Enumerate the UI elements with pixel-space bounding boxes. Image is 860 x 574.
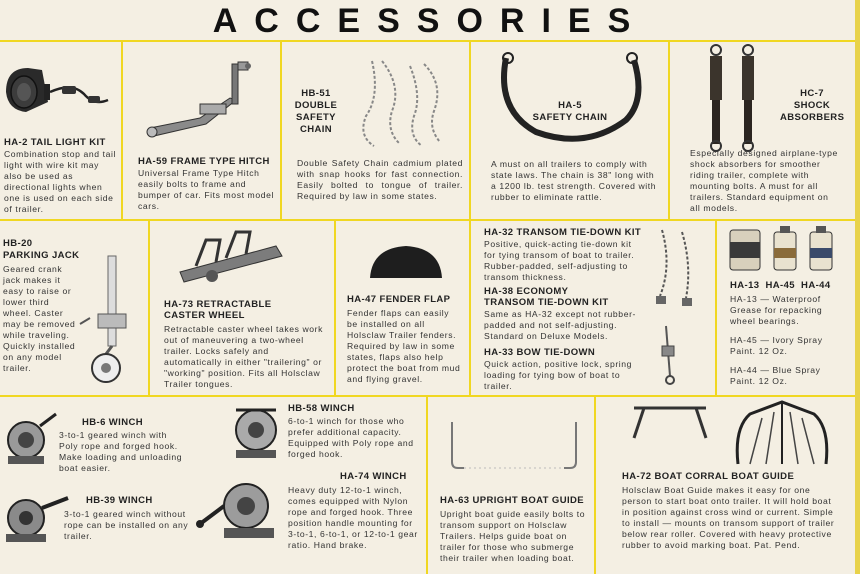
fender-flap-image	[366, 242, 446, 282]
ha44-description: HA-44 — Blue Spray Paint. 12 Oz.	[730, 365, 821, 386]
divider	[0, 219, 855, 221]
paints-heading: HA-13 HA-45 HA-44	[730, 280, 831, 291]
ha59-heading: HA-59 FRAME TYPE HITCH	[138, 156, 270, 167]
hb58-heading: HB-58 WINCH	[288, 403, 355, 414]
hb51-heading-code: HB-51	[301, 88, 331, 99]
hb20-description: Geared crank jack makes it easy to raise or lower third wheel. Caster may be removed while traveling. Quickly installed on any model trailer.	[3, 264, 76, 373]
frame-hitch-image	[140, 58, 260, 143]
ha74-description: Heavy duty 12-to-1 winch, comes equipped with Nylon rope and forged hook. Three position handle mounting for 3-to-1, 6-to-1, or 12-to-1 gear ratio. Hand brake.	[288, 485, 418, 550]
hb39-heading: HB-39 WINCH	[86, 495, 153, 506]
caster-wheel-image	[176, 226, 286, 286]
ha5-description: A must on all trailers to comply with state laws. The chain is 38" long with a 1200 lb. test strength. Covered with rubber to eliminate rattle.	[491, 159, 657, 202]
ha38-heading-line2: TRANSOM TIE-DOWN KIT	[484, 297, 609, 308]
ha13-description: HA-13 — Waterproof Grease for repacking wheel bearings.	[730, 294, 823, 326]
ha32-heading: HA-32 TRANSOM TIE-DOWN KIT	[484, 227, 642, 238]
hb51-heading-line1: DOUBLE	[294, 100, 338, 111]
ha63-heading: HA-63 UPRIGHT BOAT GUIDE	[440, 495, 585, 506]
ha47-description: Fender flaps can easily be installed on all Holsclaw Trailer fenders. Required by law in some states, flaps also help protect the boat from mud and flying gravel.	[347, 308, 461, 384]
hc7-heading-line2: ABSORBERS	[780, 112, 845, 123]
ha2-heading: HA-2 TAIL LIGHT KIT	[4, 137, 106, 148]
hb20-heading: PARKING JACK	[3, 250, 80, 261]
ha33-heading: HA-33 BOW TIE-DOWN	[484, 347, 596, 358]
hb6-description: 3-to-1 geared winch with Poly rope and forged hook. Make loading and unloading boat easier.	[59, 430, 183, 473]
hb58-description: 6-to-1 winch for those who prefer additional capacity. Equipped with Poly rope and forged hook.	[288, 416, 414, 459]
divider	[469, 219, 471, 396]
double-chain-image	[352, 56, 452, 151]
divider	[280, 40, 282, 220]
page-edge	[855, 0, 860, 574]
ha72-description: Holsclaw Boat Guide makes it easy for one person to start boat onto trailer. It will hold boat in position against cross wind or current. Simple to install — mounts on transom support of trailer below rear roller. Covered with heavy protective rubber to avoid marking boat. Pat. Pend.	[622, 485, 835, 550]
hb51-heading-line2: SAFETY	[296, 112, 336, 123]
page-title: ACCESSORIES	[212, 2, 648, 40]
upright-guide-image	[444, 416, 584, 472]
hb20-heading-code: HB-20	[3, 238, 33, 249]
hb6-heading: HB-6 WINCH	[82, 417, 143, 428]
divider	[0, 40, 855, 42]
ha2-description: Combination stop and tail light with wire kit may also be used as directional lights when one is used on each side of trailer.	[4, 149, 116, 214]
ha38-description: Same as HA-32 except not rubber-padded and not self-adjusting. Standard on Deluxe Models.	[484, 309, 636, 341]
hb51-description: Double Safety Chain cadmium plated with snap hooks for fast connection. Easily bolted to tongue of trailer. Required by law in some states.	[297, 158, 463, 201]
hc7-heading-code: HC-7	[800, 88, 824, 99]
ha33-description: Quick action, positive lock, spring loading for tying bow of boat to trailer.	[484, 359, 633, 391]
ha45-description: HA-45 — Ivory Spray Paint. 12 Oz.	[730, 335, 823, 356]
ha5-heading-code: HA-5	[558, 100, 582, 111]
hb58-winch-image	[226, 400, 286, 464]
boat-corral-image	[630, 402, 710, 442]
boat-hull-image	[730, 398, 834, 468]
ha73-description: Retractable caster wheel takes work out of maneuvering a two-wheel trailer. Locks safely and automatically in either "trailering" or "working" position. Fits all Holsclaw Trailer tongues.	[164, 324, 324, 389]
divider	[469, 40, 471, 220]
divider	[334, 219, 336, 396]
divider	[668, 40, 670, 220]
divider	[148, 219, 150, 396]
ha32-description: Positive, quick-acting tie-down kit for tying transom of boat to trailer. Rubber-padded, self-adjusting to transom thickness.	[484, 239, 635, 282]
ha72-heading: HA-72 BOAT CORRAL BOAT GUIDE	[622, 471, 795, 482]
ha73-heading: HA-73 RETRACTABLE CASTER WHEEL	[164, 299, 272, 321]
divider	[121, 40, 123, 220]
hb39-description: 3-to-1 geared winch without rope can be installed on any trailer.	[64, 509, 189, 541]
ha63-description: Upright boat guide easily bolts to transom support on Holsclaw Trailers. Helps guide boat on trailer for those who submerge their trailer when loading boat.	[440, 509, 586, 563]
ha47-heading: HA-47 FENDER FLAP	[347, 294, 451, 305]
parking-jack-image	[80, 252, 142, 392]
divider	[715, 219, 717, 396]
ha5-heading: SAFETY CHAIN	[532, 112, 608, 123]
hb51-heading-line3: CHAIN	[299, 124, 333, 135]
ha74-winch-image	[194, 472, 286, 544]
ha38-heading-line1: HA-38 ECONOMY	[484, 286, 569, 297]
shock-absorbers-image	[700, 44, 772, 152]
hc7-description: Especially designed airplane-type shock absorbers for smoother riding trailer, complete with mounting bolts. A must for all trailers. Standard equipment on all models.	[690, 148, 838, 213]
hb6-winch-image	[4, 406, 60, 470]
paint-cans-image	[728, 224, 840, 274]
tie-down-kit-image	[652, 226, 710, 392]
ha74-heading: HA-74 WINCH	[340, 471, 407, 482]
divider	[426, 395, 428, 574]
divider	[594, 395, 596, 574]
tail-light-image	[2, 62, 112, 122]
hc7-heading-line1: SHOCK	[793, 100, 831, 111]
ha59-description: Universal Frame Type Hitch easily bolts to frame and bumper of car. Fits most model cars.	[138, 168, 274, 211]
